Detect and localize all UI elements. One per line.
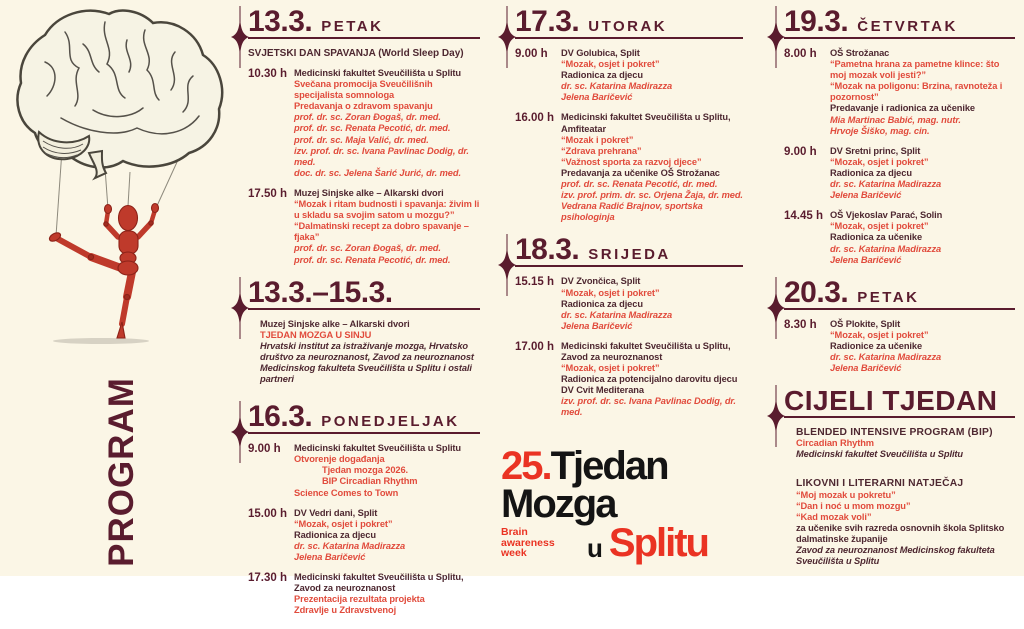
event-details [561, 48, 743, 103]
event-line: OŠ Vjekoslav Parać, Solin [830, 210, 943, 221]
section-19-3- [762, 5, 1015, 266]
event-details [830, 146, 1015, 201]
section-13-3- [226, 5, 480, 266]
event-line: DV Zvončica, Split [561, 276, 641, 287]
event-line: “Mozak, osjet i pokret” [561, 59, 660, 70]
event-details [294, 188, 480, 266]
section-header [248, 5, 480, 39]
section-date: 20.3. [784, 275, 849, 309]
event-line: Medicinski fakultet Sveučilišta u Splitu, Zavod za neuroznanost [294, 572, 464, 594]
event-line: Radionice za učenike [830, 340, 923, 351]
event-line: “Važnost sporta za razvoj djece” [561, 156, 702, 167]
section-date: 18.3. [515, 233, 580, 267]
event [515, 276, 743, 331]
event-time: 15.15 h [515, 276, 554, 289]
event-line: dr. sc. Katarina Madirazza [830, 351, 942, 362]
logo-word-tjedan: Tjedan [550, 444, 668, 488]
section-18-3- [493, 233, 743, 418]
event-line: Medicinski fakultet Sveučilišta u Splitu [294, 68, 462, 78]
logo-subtitle-line: week [501, 547, 527, 559]
event-line: Radionica za djecu [830, 167, 912, 178]
event-line: Jelena Baričević [561, 92, 633, 103]
event-line: DV Vedri dani, Split [294, 507, 378, 518]
event-line: Radionica za učenike [830, 232, 923, 243]
event-line: za učenike svih razreda osnovnih škola Splitsko dalmatinske županije [796, 522, 1005, 544]
event-line: Vedrana Radić Brajnov, sportska psihologinja [561, 201, 703, 223]
event-line: Jelena Baričević [830, 190, 902, 201]
event [248, 188, 480, 266]
logo-line-3 [501, 520, 749, 565]
section-date: 17.3. [515, 5, 580, 38]
schedule-column-right [762, 5, 1015, 585]
event-line: Muzej Sinjske alke – Alkarski dvori [260, 318, 410, 329]
event-line: dr. sc. Katarina Madirazza [561, 81, 673, 92]
event-details [294, 572, 480, 616]
logo-line-1 [501, 444, 749, 488]
logo-word-u: u [587, 532, 603, 563]
event-line: “Mozak, osjet i pokret” [561, 363, 660, 374]
event-time: 8.30 h [784, 318, 817, 331]
event-line: Jelena Baričević [830, 363, 902, 374]
section-header [248, 400, 480, 434]
logo-subtitle-brain-awareness-week [501, 527, 559, 559]
event-line: Radionica za djecu [294, 529, 376, 540]
event-line: Science Comes to Town [294, 487, 399, 498]
section-20-3- [762, 275, 1015, 374]
section-day: PONEDJELJAK [321, 413, 460, 431]
event-line: dr. sc. Katarina Madirazza [830, 243, 942, 254]
event-time: 14.45 h [784, 210, 823, 223]
event-time: 8.00 h [784, 48, 817, 60]
event-line: Circadian Rhythm [796, 438, 874, 449]
event-line: Zdravlje u Zdravstvenoj [294, 605, 397, 616]
section-header [784, 5, 1015, 39]
event-line: OŠ Plokite, Split [830, 318, 901, 329]
section-13-3-15-3- [226, 275, 480, 386]
event-line: “Mozak, osjet i pokret” [830, 221, 929, 232]
event-line: Radionica za potencijalno darovitu djecu DV Cvit Mediterana [561, 374, 738, 396]
sparkle-icon [498, 232, 516, 298]
event [796, 478, 1015, 567]
brain-illustration-svg [5, 0, 240, 350]
brain-marionette-illustration [5, 0, 240, 350]
event-details [294, 508, 480, 563]
section-header [248, 275, 480, 310]
event-line: dr. sc. Katarina Madirazza [561, 309, 673, 320]
event-details [561, 112, 743, 223]
event-line: prof. dr. sc. Zoran Đogaš, dr. med. [294, 112, 441, 123]
event-line: Jelena Baričević [561, 320, 633, 331]
event-line: Prezentacija rezultata projekta [294, 594, 425, 605]
event-time: 9.00 h [248, 443, 281, 456]
event-line: “Moj mozak u pokretu” [796, 489, 896, 500]
section-date: 13.3. [248, 5, 313, 38]
event [248, 68, 480, 179]
section-date: CIJELI TJEDAN [784, 385, 998, 417]
event [784, 319, 1015, 374]
event-time: 9.00 h [515, 48, 548, 60]
event-line: “Mozak, osjet i pokret” [830, 329, 929, 340]
section-header [515, 5, 743, 39]
program-vertical-label: PROGRAM [102, 377, 141, 567]
section-16-3- [226, 400, 480, 616]
event-line: “Dalmatinski recept za dobro spavanje – fjaka” [294, 221, 469, 243]
section-subtitle: SVJETSKI DAN SPAVANJA (World Sleep Day) [248, 48, 464, 59]
event [515, 112, 743, 223]
logo-number: 25. [501, 444, 551, 488]
event-line: “Mozak, osjet i pokret” [561, 287, 660, 298]
section-header [784, 387, 1015, 418]
sparkle-icon [767, 275, 785, 341]
event-line: Jelena Baričević [294, 552, 366, 562]
event-line: “Mozak i pokret” [561, 134, 634, 145]
event-line: Jelena Baričević [830, 254, 902, 265]
event-time: 10.30 h [248, 68, 287, 80]
event-line: TJEDAN MOZGA U SINJU [260, 329, 372, 340]
event [248, 443, 480, 498]
event-details [561, 341, 743, 419]
sparkle-icon [767, 383, 785, 449]
event-details [294, 443, 480, 498]
schedule-column-left [226, 5, 480, 629]
event-line: Medicinski fakultet Sveučilišta u Splitu [294, 443, 462, 454]
event-line: “Dan i noć u mom mozgu” [796, 500, 911, 511]
event-line: Zavod za neuroznanost Medicinskog fakulteta Sveučilišta u Splitu [796, 545, 995, 567]
event-details [796, 427, 1015, 460]
event-line: LIKOVNI I LITERARNI NATJEČAJ [796, 478, 964, 490]
event-line: DV Sretni princ, Split [830, 145, 921, 156]
event-line: izv. prof. prim. dr. sc. Orjena Žaja, dr. med. [561, 190, 743, 201]
event-line: BLENDED INTENSIVE PROGRAM (BIP) [796, 427, 993, 439]
event [784, 48, 1015, 137]
event-line: Otvorenje događanja [294, 454, 385, 465]
event-details [294, 68, 480, 179]
event-line: izv. prof. dr. sc. Ivana Pavlinac Dodig, dr. med. [294, 145, 469, 167]
event-line: DV Golubica, Split [561, 48, 640, 58]
event-line: OŠ Strožanac [830, 48, 890, 58]
sparkle-icon [231, 275, 249, 341]
section-day: ČETVRTAK [857, 18, 958, 35]
event-line: “Pametna hrana za pametne klince: što moj mozak voli jesti?” [830, 59, 1000, 81]
logo-subtitle-line: Brain [501, 526, 528, 538]
event-details [830, 48, 1015, 137]
event-details [830, 210, 1015, 265]
event-line: izv. prof. dr. sc. Ivana Pavlinac Dodig, dr. med. [561, 396, 736, 418]
event [515, 341, 743, 419]
event [515, 48, 743, 103]
event [248, 572, 480, 616]
event-line: “Mozak na poligonu: Brzina, ravnoteža i pozornost” [830, 81, 1003, 103]
event-line: “Mozak, osjet i pokret” [830, 156, 929, 167]
logo-subtitle-line: awareness [501, 536, 555, 549]
event [784, 146, 1015, 201]
event-line: Hrvatski institut za istraživanje mozga, Hrvatsko društvo za neuroznanost, Zavod za neuroznanost Medicinskog fakulteta Sveučilišta u Splitu i ostali partneri [260, 340, 474, 385]
section-day: SRIJEDA [588, 246, 671, 264]
section-date: 13.3.–15.3. [248, 275, 393, 309]
event-details [796, 478, 1015, 567]
logo-word-mozga: Mozga [501, 482, 616, 526]
event-logo [501, 444, 749, 565]
event [248, 508, 480, 563]
event-line: Predavanje i radionica za učenike [830, 103, 976, 114]
event-line: Medicinski fakultet Sveučilišta u Splitu, Zavod za neuroznanost [561, 340, 731, 362]
event-line: Mia Martinac Babić, mag. nutr. [830, 114, 961, 125]
section-header [515, 233, 743, 267]
event-time: 9.00 h [784, 145, 817, 158]
event-line: Medicinski fakultet Sveučilišta u Splitu [796, 449, 964, 460]
event-time: 17.00 h [515, 340, 554, 353]
event-line: prof. dr. sc. Maja Valić, dr. med. [294, 134, 429, 145]
event-line: Radionica za djecu [561, 70, 643, 81]
event-line: Muzej Sinjske alke – Alkarski dvori [294, 187, 444, 198]
section-date: 19.3. [784, 5, 849, 38]
section-day: PETAK [321, 18, 384, 35]
event-time: 15.00 h [248, 507, 287, 520]
event-line: Medicinski fakultet Sveučilišta u Splitu, Amfiteatar [561, 112, 731, 134]
event-line: prof. dr. sc. Renata Pecotić, dr. med. [561, 179, 718, 190]
event-line: dr. sc. Katarina Madirazza [830, 179, 942, 190]
event-line: prof. dr. sc. Zoran Đogaš, dr. med. [294, 243, 441, 254]
schedule-column-middle [493, 5, 743, 432]
marionette-figure [48, 204, 158, 339]
event-line: Predavanja za učenike OŠ Strožanac [561, 167, 720, 178]
event-line: prof. dr. sc. Renata Pecotić, dr. med. [294, 123, 451, 134]
section-day: PETAK [857, 288, 920, 306]
event-line: Hrvoje Šiško, mag. cin. [830, 125, 930, 136]
sparkle-icon [498, 4, 516, 70]
section-date: 16.3. [248, 400, 313, 434]
section-day: UTORAK [588, 18, 668, 35]
event-line: “Mozak, osjet i pokret” [294, 518, 393, 529]
event-line: Tjedan mozga 2026. [322, 465, 409, 476]
sparkle-icon [231, 4, 249, 70]
event [796, 427, 1015, 460]
event [784, 210, 1015, 265]
event-line: doc. dr. sc. Jelena Šarić Jurić, dr. med. [294, 167, 461, 178]
event-time: 16.00 h [515, 112, 554, 125]
event-line: Radionica za djecu [561, 298, 643, 309]
sparkle-icon [231, 399, 249, 465]
section-header [784, 275, 1015, 310]
event [260, 319, 480, 386]
event-line: BIP Circadian Rhythm [322, 476, 418, 487]
logo-word-splitu: Splitu [608, 520, 708, 565]
event-line: “Zdrava prehrana” [561, 145, 642, 156]
event-line: dr. sc. Katarina Madirazza [294, 540, 406, 551]
event-line: Svečana promocija Sveučilišnih specijalista somnologa [294, 79, 433, 101]
event-line: prof. dr. sc. Renata Pecotić, dr. med. [294, 254, 451, 265]
event-line: Predavanja o zdravom spavanju [294, 101, 433, 112]
sparkle-icon [767, 4, 785, 70]
section-cijeli-tjedan [762, 387, 1015, 567]
event-line: “Mozak i ritam budnosti i spavanja: živim li u skladu sa svojim satom u mozgu?” [294, 199, 480, 221]
event-line: “Kad mozak voli” [796, 511, 872, 522]
event-time: 17.30 h [248, 572, 287, 585]
section-17-3- [493, 5, 743, 223]
event-details [260, 319, 480, 386]
event-details [830, 319, 1015, 374]
event-details [561, 276, 743, 331]
event-time: 17.50 h [248, 187, 287, 200]
